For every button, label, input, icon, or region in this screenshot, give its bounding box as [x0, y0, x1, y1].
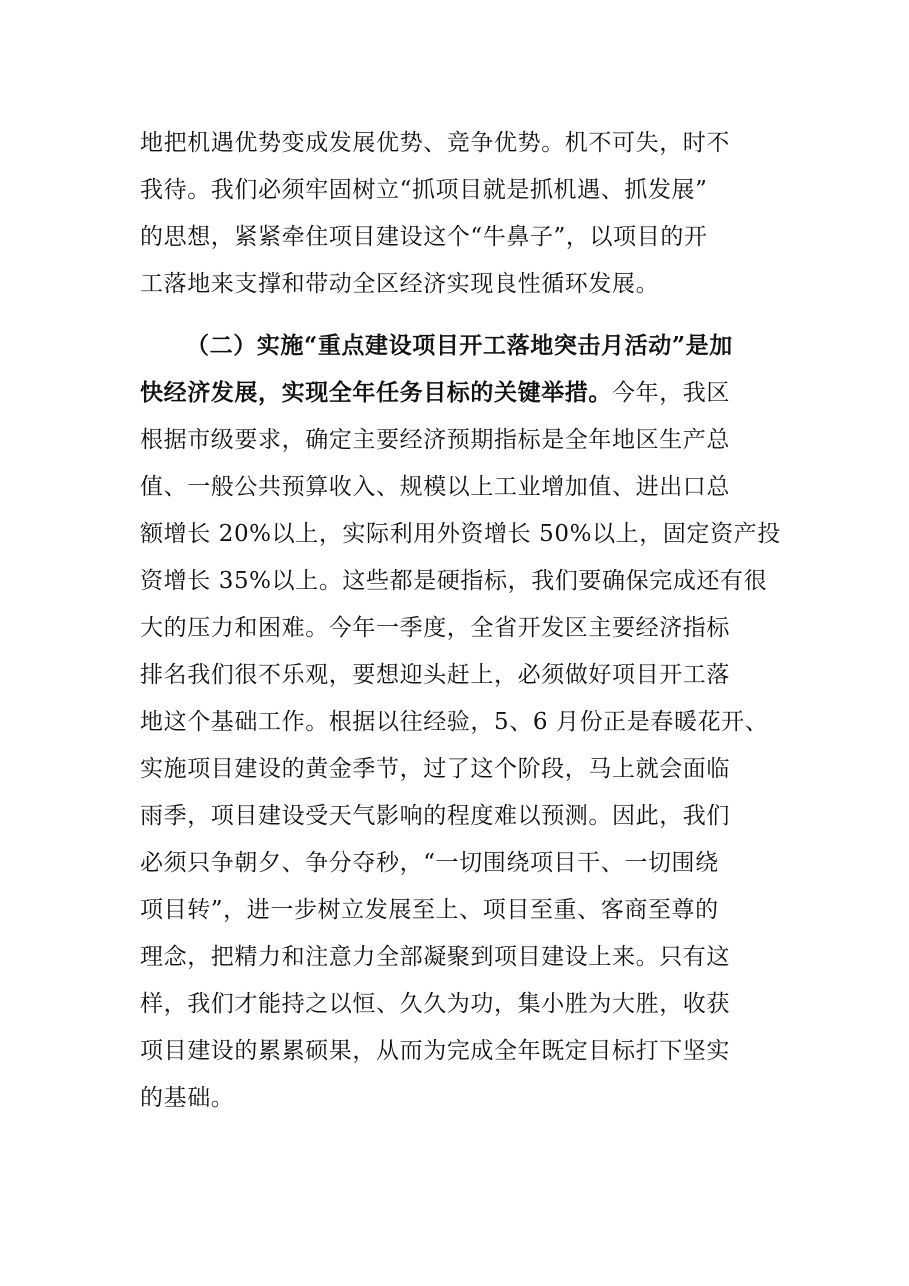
section-heading-continuation: [140, 378, 780, 408]
body-text-line: 实施项目建设的黄金季节，过了这个阶段，马上就会面临: [140, 756, 730, 782]
body-text-line: 我待。我们必须牢固树立“抓项目就是抓机遇、抓发展”: [140, 177, 708, 203]
body-text-line: 项目建设的累累硕果，从而为完成全年既定目标打下坚实: [140, 1038, 730, 1064]
section-heading-tail: 快经济发展，实现全年任务目标的关键举措。: [140, 379, 612, 406]
body-text-line: 项目转”，进一步树立发展至上、项目至重、客商至尊的: [140, 897, 719, 923]
body-text-span: 今年，我区: [612, 380, 730, 406]
body-text-line: 大的压力和困难。今年一季度，全省开发区主要经济指标: [140, 615, 730, 641]
body-text-line: 排名我们很不乐观，要想迎头赶上，必须做好项目开工落: [140, 662, 730, 688]
body-text-line: 理念，把精力和注意力全部凝聚到项目建设上来。只有这: [140, 944, 730, 970]
body-text-line: 的基础。: [140, 1085, 235, 1111]
body-text-line: 雨季，项目建设受天气影响的程度难以预测。因此，我们: [140, 803, 730, 829]
body-text-line: 必须只争朝夕、争分夺秒，“一切围绕项目干、一切围绕: [140, 850, 719, 876]
body-text-line: 地这个基础工作。根据以往经验，5、6 月份正是春暖花开、: [140, 709, 769, 735]
body-text-line: 工落地来支撑和带动全区经济实现良性循环发展。: [140, 271, 660, 297]
body-text-line: 额增长 20%以上，实际利用外资增长 50%以上，固定资产投: [140, 521, 781, 547]
body-text-line: 根据市级要求，确定主要经济预期指标是全年地区生产总: [140, 427, 730, 453]
section-heading: （二）实施“重点建设项目开工落地突击月活动”是加: [186, 332, 733, 359]
body-text-line: 样，我们才能持之以恒、久久为功，集小胜为大胜，收获: [140, 991, 730, 1017]
body-text-line: 地把机遇优势变成发展优势、竞争优势。机不可失，时不: [140, 130, 730, 156]
body-text-line: 值、一般公共预算收入、规模以上工业增加值、进出口总: [140, 474, 730, 500]
body-text-line: 的思想，紧紧牵住项目建设这个“牛鼻子”，以项目的开: [140, 224, 708, 250]
body-text-line: 资增长 35%以上。这些都是硬指标，我们要确保完成还有很: [140, 568, 768, 594]
